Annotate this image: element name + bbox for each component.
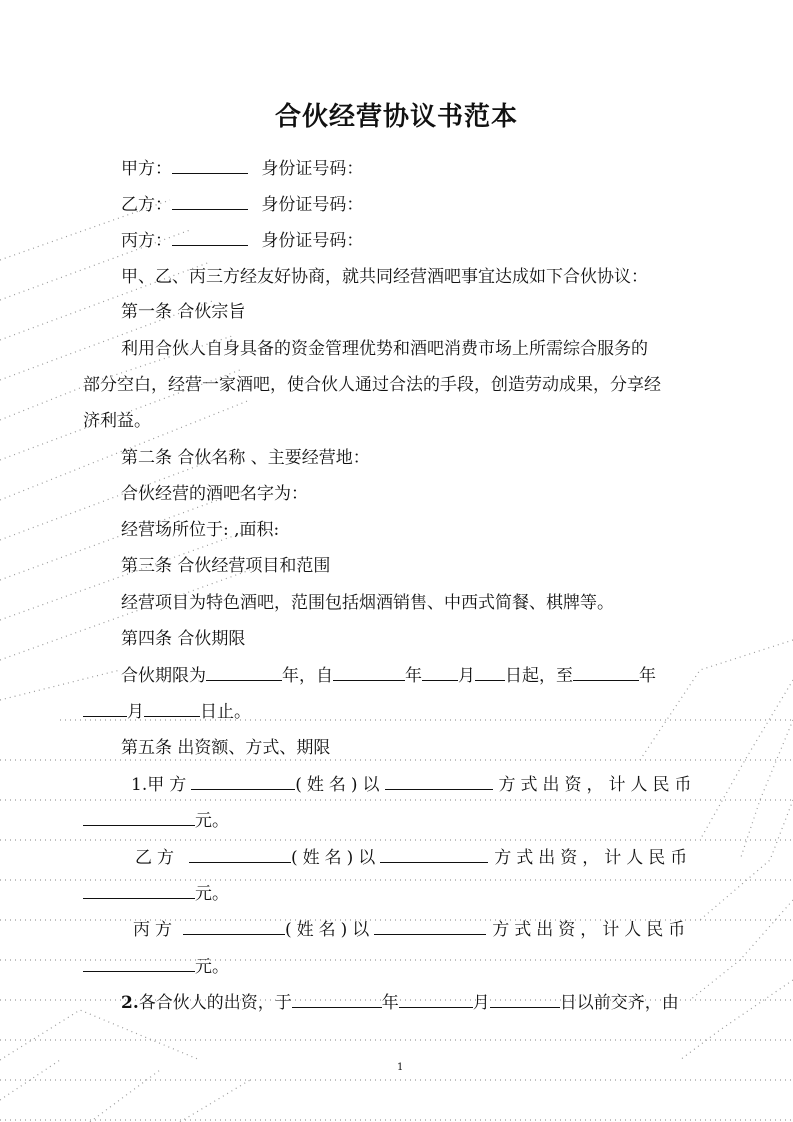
term-line2 [83, 700, 251, 723]
contribution-deadline-line [121, 991, 679, 1014]
deadline-end-text: 日以前交齐，由 [559, 993, 679, 1013]
party-a-label: 甲方： [121, 159, 172, 179]
party-a-name-paren: (姓名)以 [295, 775, 385, 795]
contribution-c-line [133, 918, 690, 941]
party-b-yuan: 元。 [195, 884, 229, 904]
start-day-blank [475, 664, 505, 681]
term-year-from-label: 年，自 [282, 666, 333, 686]
party-b-line [121, 193, 363, 216]
contribution-a-amount-line [83, 809, 229, 832]
item2-number: 2. [121, 993, 139, 1013]
deadline-month-blank [399, 991, 473, 1008]
end-month-label: 月 [127, 702, 144, 722]
start-year-blank [333, 664, 405, 681]
party-c-amount-blank [83, 955, 195, 972]
end-day-label: 日止。 [200, 702, 251, 722]
party-a-yuan: 元。 [195, 811, 229, 831]
end-month-blank [83, 700, 127, 717]
party-a-amount-blank [83, 809, 195, 826]
end-year-label: 年 [639, 666, 656, 686]
contribution-c-amount-line [83, 955, 229, 978]
party-c-method-blank [374, 918, 486, 935]
party-c-contributor-blank [183, 918, 285, 935]
party-b-word: 乙方 [135, 848, 179, 868]
party-c-label: 丙方： [121, 231, 172, 251]
party-a-contributor-blank [191, 773, 295, 790]
article3-body: 经营项目为特色酒吧，范围包括烟酒销售、中西式简餐、棋牌等。 [121, 593, 614, 613]
party-a-contribution-text: 方式出资，计人民币 [498, 775, 697, 795]
article1-title: 第一条 合伙宗旨 [121, 302, 246, 322]
party-b-label: 乙方： [121, 195, 172, 215]
party-b-id-label: 身份证号码： [261, 195, 364, 215]
party-b-contributor-blank [189, 846, 291, 863]
party-b-method-blank [380, 846, 488, 863]
document-title: 合伙经营协议书范本 [274, 102, 518, 132]
article2-title: 第二条 合伙名称 、主要经营地： [121, 448, 370, 468]
party-c-yuan: 元。 [195, 957, 229, 977]
item1-number: 1. [131, 775, 148, 795]
article1-line1: 利用合伙人自身具备的资金管理优势和酒吧消费市场上所需综合服务的 [121, 339, 648, 359]
start-month-blank [422, 664, 458, 681]
contribution-b-amount-line [83, 882, 229, 905]
contribution-a-line [131, 773, 697, 796]
party-c-name-paren: (姓名)以 [285, 920, 375, 940]
party-a-word: 甲方 [147, 775, 192, 795]
deadline-day-blank [490, 991, 560, 1008]
party-a-id-label: 身份证号码： [261, 159, 364, 179]
article3-title: 第三条 合伙经营项目和范围 [121, 556, 331, 576]
article2-bar-name: 合伙经营的酒吧名字为： [121, 484, 308, 504]
party-a-line [121, 157, 363, 180]
party-a-method-blank [385, 773, 493, 790]
party-a-name-blank [172, 157, 248, 174]
deadline-year-label: 年 [381, 993, 399, 1013]
term-prefix: 合伙期限为 [121, 666, 206, 686]
contribution-b-line [135, 846, 692, 869]
deadline-month-label: 月 [472, 993, 490, 1013]
term-years-blank [206, 664, 282, 681]
party-b-name-blank [172, 193, 248, 210]
party-c-name-blank [172, 229, 248, 246]
start-year-label: 年 [405, 666, 422, 686]
article2-place: 经营场所位于: ,面积: [121, 520, 280, 540]
party-c-word: 丙方 [133, 920, 177, 940]
intro-paragraph: 甲、乙、丙三方经友好协商，就共同经营酒吧事宜达成如下合伙协议： [121, 267, 648, 287]
party-c-id-label: 身份证号码： [261, 231, 364, 251]
party-c-contribution-text: 方式出资，计人民币 [492, 920, 691, 940]
end-year-blank [573, 664, 639, 681]
article4-title: 第四条 合伙期限 [121, 629, 246, 649]
party-c-line [121, 229, 363, 252]
party-b-contribution-text: 方式出资，计人民币 [494, 848, 693, 868]
end-day-blank [144, 700, 200, 717]
item2-text: 各合伙人的出资，于 [138, 993, 292, 1013]
article1-line2: 部分空白，经营一家酒吧，使合伙人通过合法的手段，创造劳动成果，分享经 [83, 375, 661, 395]
party-b-name-paren: (姓名)以 [291, 848, 381, 868]
party-b-amount-blank [83, 882, 195, 899]
deadline-year-blank [292, 991, 382, 1008]
start-month-label: 月 [458, 666, 475, 686]
start-day-label: 日起，至 [505, 666, 573, 686]
term-line1 [121, 664, 656, 687]
article5-title: 第五条 出资额、方式、期限 [121, 738, 331, 758]
page-number: 1 [397, 1062, 404, 1073]
article1-line3: 济利益。 [83, 411, 151, 431]
